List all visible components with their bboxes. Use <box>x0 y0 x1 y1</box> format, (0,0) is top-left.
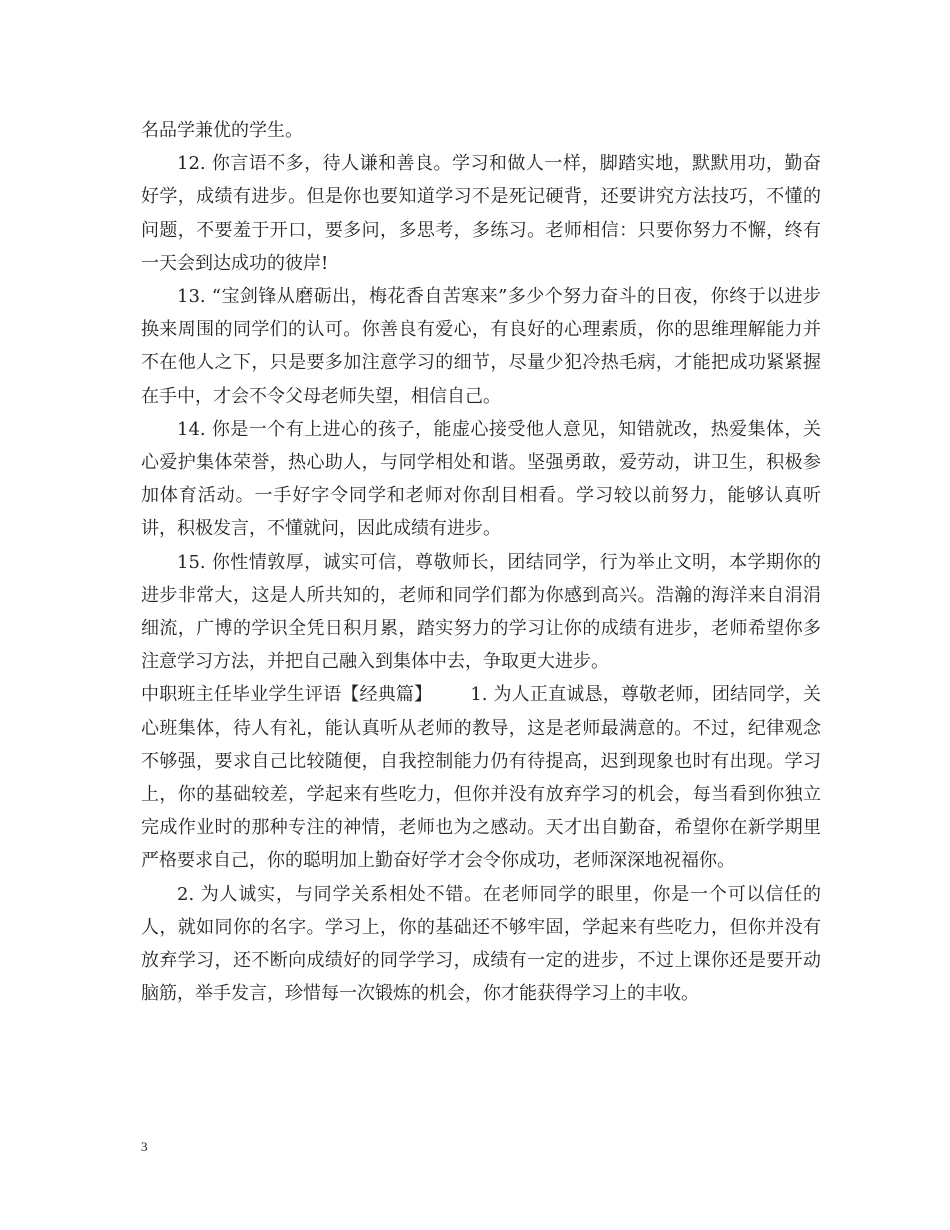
paragraph-15: 15. 你性情敦厚，诚实可信，尊敬师长，团结同学，行为举止文明，本学期你的进步非常大，这是人所共知的，老师和同学们都为你感到高兴。浩瀚的海洋来自涓涓细流，广博的学识全凭日积月累，踏实努力的学习让你的成绩有进步，老师希望你多注意学习方法，并把自己融入到集体中去，争取更大进步。 <box>141 551 821 673</box>
paragraph-2: 2. 为人诚实，与同学关系相处不错。在老师同学的眼里，你是一个可以信任的人，就如同你的名字。学习上，你的基础还不够牢固，学起来有些吃力，但你并没有放弃学习，还不断向成绩好的同学学习，成绩有一定的进步，不过上课你还是要开动脑筋，举手发言，珍惜每一次锻炼的机会，你才能获得学习上的丰收。 <box>141 883 821 1005</box>
document-body <box>141 114 821 1010</box>
paragraph-1: 1. 为人正直诚恳，尊敬老师，团结同学，关心班集体，待人有礼，能认真听从老师的教导，这是老师最满意的。不过，纪律观念不够强，要求自己比较随便，自我控制能力仍有待提高，迟到现象也时有出现。学习上，你的基础较差，学起来有些吃力，但你并没有放弃学习的机会，每当看到你独立完成作业时的那种专注的神情，老师也为之感动。天才出自勤奋，希望你在新学期里严格要求自己，你的聪明加上勤奋好学才会令你成功，老师深深地祝福你。 <box>141 684 821 872</box>
paragraph-12: 12. 你言语不多，待人谦和善良。学习和做人一样，脚踏实地，默默用功，勤奋好学，成绩有进步。但是你也要知道学习不是死记硬背，还要讲究方法技巧，不懂的问题，不要羞于开口，要多问，多思考，多练习。老师相信：只要你努力不懈，终有一天会到达成功的彼岸! <box>141 153 821 274</box>
section-paragraph <box>141 678 821 877</box>
paragraph-14: 14. 你是一个有上进心的孩子，能虚心接受他人意见，知错就改，热爱集体，关心爱护集体荣誉，热心助人，与同学相处和谐。坚强勇敢，爱劳动，讲卫生，积极参加体育活动。一手好字令同学和老师对你刮目相看。学习较以前努力，能够认真听讲，积极发言，不懂就问，因此成绩有进步。 <box>141 418 821 540</box>
paragraph-13: 13. “宝剑锋从磨砺出，梅花香自苦寒来”多少个努力奋斗的日夜，你终于以进步换来周围的同学们的认可。你善良有爱心，有良好的心理素质，你的思维理解能力并不在他人之下，只是要多加注意学习的细节，尽量少犯冷热毛病，才能把成功紧紧握在手中，才会不令父母老师失望，相信自己。 <box>141 286 821 407</box>
page-number: 3 <box>141 1139 148 1154</box>
paragraph-continued: 名品学兼优的学生。 <box>141 120 303 141</box>
section-title: 中职班主任毕业学生评语【经典篇】 <box>141 684 433 706</box>
